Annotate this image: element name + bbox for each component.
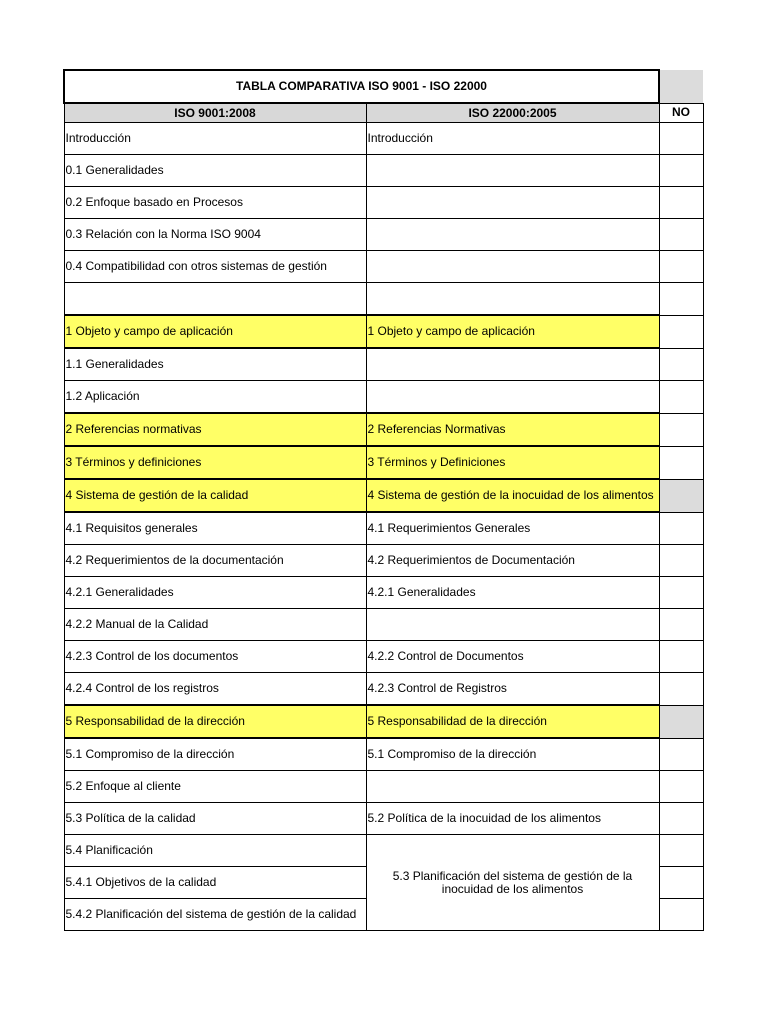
iso9001-cell: 4.2.2 Manual de la Calidad [64,609,366,641]
iso9001-cell: 3 Términos y definiciones [64,446,366,479]
table-row [64,348,703,381]
iso9001-cell: 4.1 Requisitos generales [64,512,366,545]
table-row [64,381,703,414]
no-cell [659,219,703,251]
iso22000-cell: 4.1 Requerimientos Generales [366,512,659,545]
iso9001-cell: 5.4.1 Objetivos de la calidad [64,867,366,899]
no-cell [659,446,703,479]
iso22000-cell [366,381,659,414]
iso22000-cell [366,283,659,316]
no-cell [659,381,703,414]
table-row [64,187,703,219]
table-row [64,219,703,251]
iso9001-cell: 0.3 Relación con la Norma ISO 9004 [64,219,366,251]
iso22000-cell: Introducción [366,123,659,155]
iso9001-cell: 5.4.2 Planificación del sistema de gestión de la calidad [64,899,366,931]
table-row [64,283,703,316]
iso22000-cell: 5.2 Política de la inocuidad de los alimentos [366,803,659,835]
iso9001-cell [64,283,366,316]
iso9001-cell: 5.3 Política de la calidad [64,803,366,835]
no-cell [659,413,703,446]
no-cell [659,835,703,867]
no-cell [659,577,703,609]
iso9001-cell: 4.2.1 Generalidades [64,577,366,609]
iso22000-cell: 3 Términos y Definiciones [366,446,659,479]
no-cell [659,738,703,771]
no-cell [659,155,703,187]
no-cell [659,283,703,316]
iso22000-cell: 4.2 Requerimientos de Documentación [366,545,659,577]
iso22000-cell [366,771,659,803]
iso22000-cell: 4.2.3 Control de Registros [366,673,659,706]
iso22000-cell [366,187,659,219]
table-row [64,771,703,803]
no-cell [659,348,703,381]
iso9001-cell: 4.2.3 Control de los documentos [64,641,366,673]
iso22000-cell: 4.2.1 Generalidades [366,577,659,609]
no-cell [659,545,703,577]
header-iso22000: ISO 22000:2005 [366,103,659,123]
iso22000-cell: 5 Responsabilidad de la dirección [366,705,659,738]
header-no: NO [659,103,703,123]
table-row [64,512,703,545]
iso9001-cell: 0.4 Compatibilidad con otros sistemas de gestión [64,251,366,283]
iso9001-cell: 1 Objeto y campo de aplicación [64,315,366,348]
iso9001-cell: 1.1 Generalidades [64,348,366,381]
iso22000-cell: 2 Referencias Normativas [366,413,659,446]
iso9001-cell: 5.4 Planificación [64,835,366,867]
iso9001-cell: 2 Referencias normativas [64,413,366,446]
no-cell [659,512,703,545]
table-row-section [64,479,703,512]
iso9001-cell: 5 Responsabilidad de la dirección [64,705,366,738]
iso9001-cell: 4.2 Requerimientos de la documentación [64,545,366,577]
iso9001-cell: 5.2 Enfoque al cliente [64,771,366,803]
no-cell [659,479,703,512]
table-row [64,251,703,283]
no-cell [659,123,703,155]
iso9001-cell: 0.2 Enfoque basado en Procesos [64,187,366,219]
table-row-section [64,705,703,738]
header-iso9001: ISO 9001:2008 [64,103,366,123]
iso9001-cell: Introducción [64,123,366,155]
iso22000-cell [366,219,659,251]
table-row [64,641,703,673]
table-row [64,835,703,867]
table-title: TABLA COMPARATIVA ISO 9001 - ISO 22000 [64,70,659,103]
no-cell [659,673,703,706]
table-row-section [64,315,703,348]
no-cell [659,803,703,835]
iso22000-cell [366,251,659,283]
iso22000-cell [366,348,659,381]
iso22000-cell: 4 Sistema de gestión de la inocuidad de los alimentos [366,479,659,512]
table-row [64,738,703,771]
no-cell [659,771,703,803]
comparison-table [63,69,704,931]
iso22000-merged-cell: 5.3 Planificación del sistema de gestión de la inocuidad de los alimentos [366,835,659,931]
table-row [64,803,703,835]
iso9001-cell: 0.1 Generalidades [64,155,366,187]
no-cell [659,867,703,899]
title-side-cell [659,70,703,103]
table-row [64,577,703,609]
table-row [64,609,703,641]
no-cell [659,315,703,348]
iso9001-cell: 5.1 Compromiso de la dirección [64,738,366,771]
table-row [64,673,703,706]
iso9001-cell: 4 Sistema de gestión de la calidad [64,479,366,512]
no-cell [659,187,703,219]
iso22000-cell: 5.1 Compromiso de la dirección [366,738,659,771]
no-cell [659,641,703,673]
table-row-section [64,413,703,446]
table-row [64,123,703,155]
table-row [64,155,703,187]
iso9001-cell: 1.2 Aplicación [64,381,366,414]
iso9001-cell: 4.2.4 Control de los registros [64,673,366,706]
no-cell [659,705,703,738]
no-cell [659,251,703,283]
no-cell [659,899,703,931]
table-row-section [64,446,703,479]
iso22000-cell [366,155,659,187]
iso22000-cell: 4.2.2 Control de Documentos [366,641,659,673]
table-row [64,545,703,577]
iso22000-cell: 1 Objeto y campo de aplicación [366,315,659,348]
iso22000-cell [366,609,659,641]
no-cell [659,609,703,641]
